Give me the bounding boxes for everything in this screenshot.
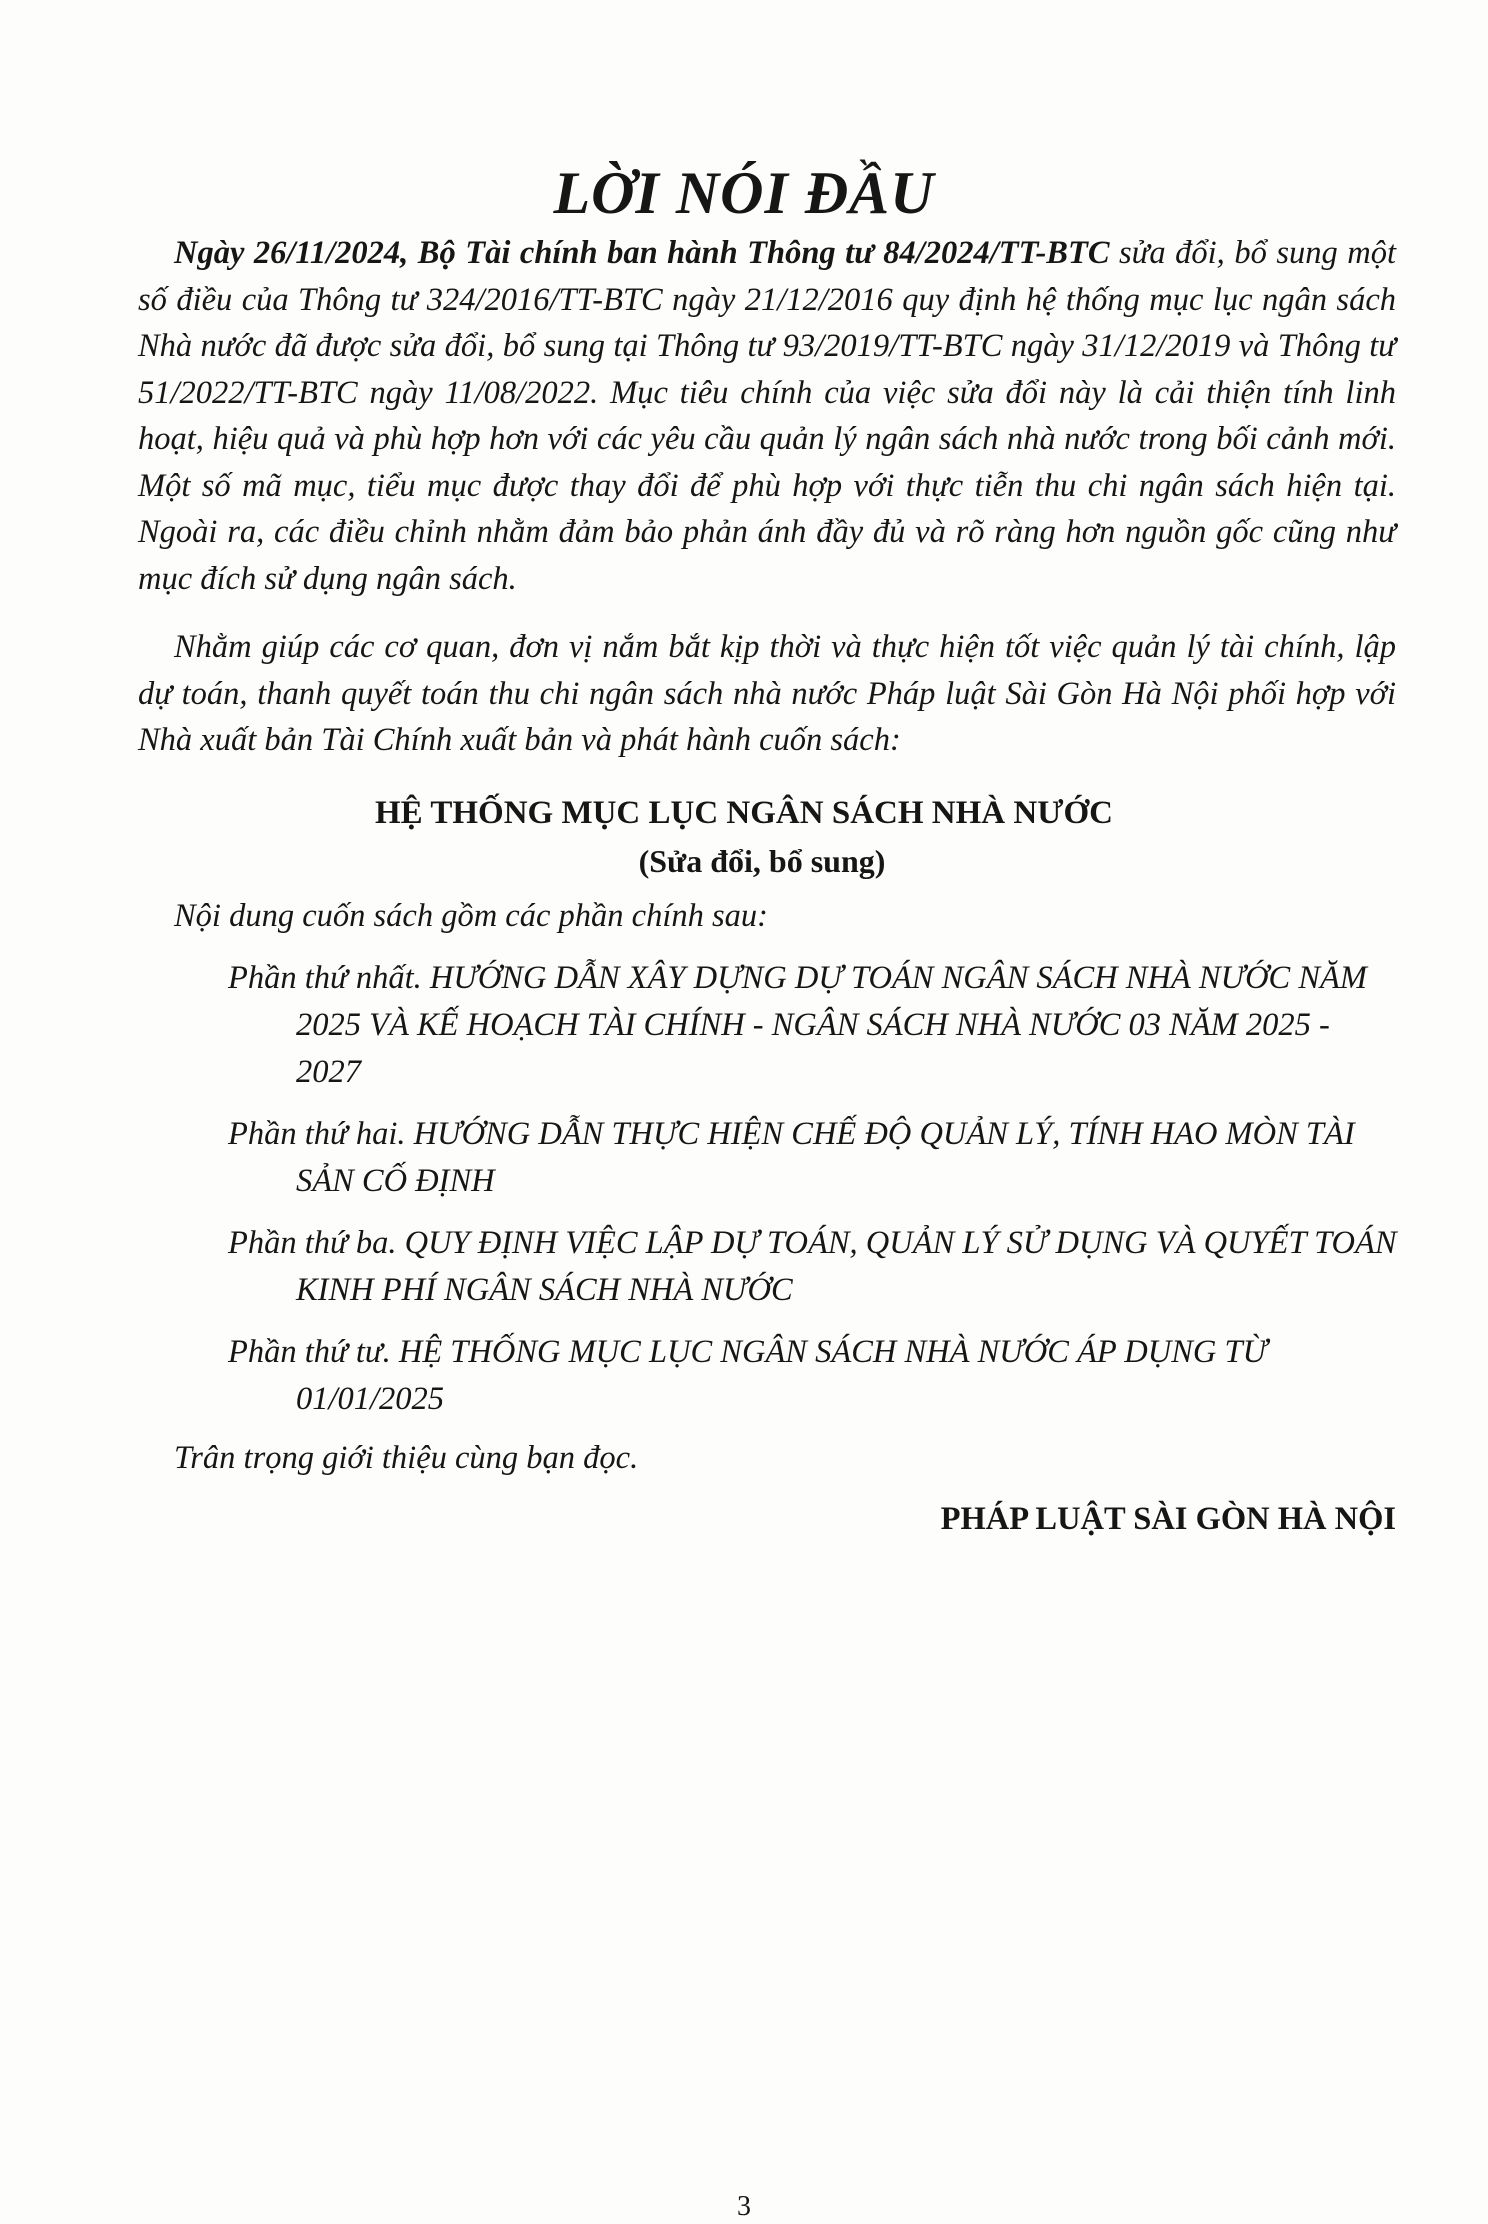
book-title: HỆ THỐNG MỤC LỤC NGÂN SÁCH NHÀ NƯỚC xyxy=(375,795,1113,831)
publisher-signature: PHÁP LUẬT SÀI GÒN HÀ NỘI xyxy=(940,1501,1396,1537)
part-item: Phần thứ hai. HƯỚNG DẪN THỰC HIỆN CHẾ ĐỘ QUẢN LÝ, TÍNH HAO MÒN TÀI SẢN CỐ ĐỊNH xyxy=(228,1116,1355,1199)
closing-line: Trân trọng giới thiệu cùng bạn đọc. xyxy=(174,1440,639,1476)
part-item: Phần thứ tư. HỆ THỐNG MỤC LỤC NGÂN SÁCH NHÀ NƯỚC ÁP DỤNG TỪ 01/01/2025 xyxy=(228,1334,1268,1417)
parts-list xyxy=(228,955,1398,1438)
page-number: 3 xyxy=(737,2191,751,2222)
intro-lead: Ngày 26/11/2024, Bộ Tài chính ban hành Thông tư 84/2024/TT-BTC xyxy=(174,235,1110,271)
part-item: Phần thứ nhất. HƯỚNG DẪN XÂY DỰNG DỰ TOÁN NGÂN SÁCH NHÀ NƯỚC NĂM 2025 VÀ KẾ HOẠCH TÀI CHÍNH - NGÂN SÁCH NHÀ NƯỚC 03 NĂM 2025 - 2027 xyxy=(228,960,1367,1090)
book-subtitle: (Sửa đổi, bổ sung) xyxy=(638,843,886,879)
contents-intro: Nội dung cuốn sách gồm các phần chính sau: xyxy=(174,898,768,934)
intro-paragraph xyxy=(138,230,1396,602)
page-title: LỜI NÓI ĐẦU xyxy=(553,160,935,226)
intro-text: sửa đổi, bổ sung một số điều của Thông tư 324/2016/TT-BTC ngày 21/12/2016 quy định hệ thống mục lục ngân sách Nhà nước đã được sửa đổi, bổ sung tại Thông tư 93/2019/TT-BTC ngày 31/12/2019 và Thông tư 51/2022/TT-BTC ngày 11/08/2022. Mục tiêu chính của việc sửa đổi này là cải thiện tính linh hoạt, hiệu quả và phù hợp hơn với các yêu cầu quản lý ngân sách nhà nước trong bối cảnh mới. Một số mã mục, tiểu mục được thay đổi để phù hợp với thực tiễn thu chi ngân sách hiện tại. Ngoài ra, các điều chỉnh nhằm đảm bảo phản ánh đầy đủ và rõ ràng hơn nguồn gốc cũng như mục đích sử dụng ngân sách. xyxy=(138,235,1396,597)
part-item: Phần thứ ba. QUY ĐỊNH VIỆC LẬP DỰ TOÁN, QUẢN LÝ SỬ DỤNG VÀ QUYẾT TOÁN KINH PHÍ NGÂN SÁCH NHÀ NƯỚC xyxy=(228,1225,1397,1308)
purpose-paragraph: Nhằm giúp các cơ quan, đơn vị nắm bắt kịp thời và thực hiện tốt việc quản lý tài chính, lập dự toán, thanh quyết toán thu chi ngân sách nhà nước Pháp luật Sài Gòn Hà Nội phối hợp với Nhà xuất bản Tài Chính xuất bản và phát hành cuốn sách: xyxy=(138,629,1396,758)
